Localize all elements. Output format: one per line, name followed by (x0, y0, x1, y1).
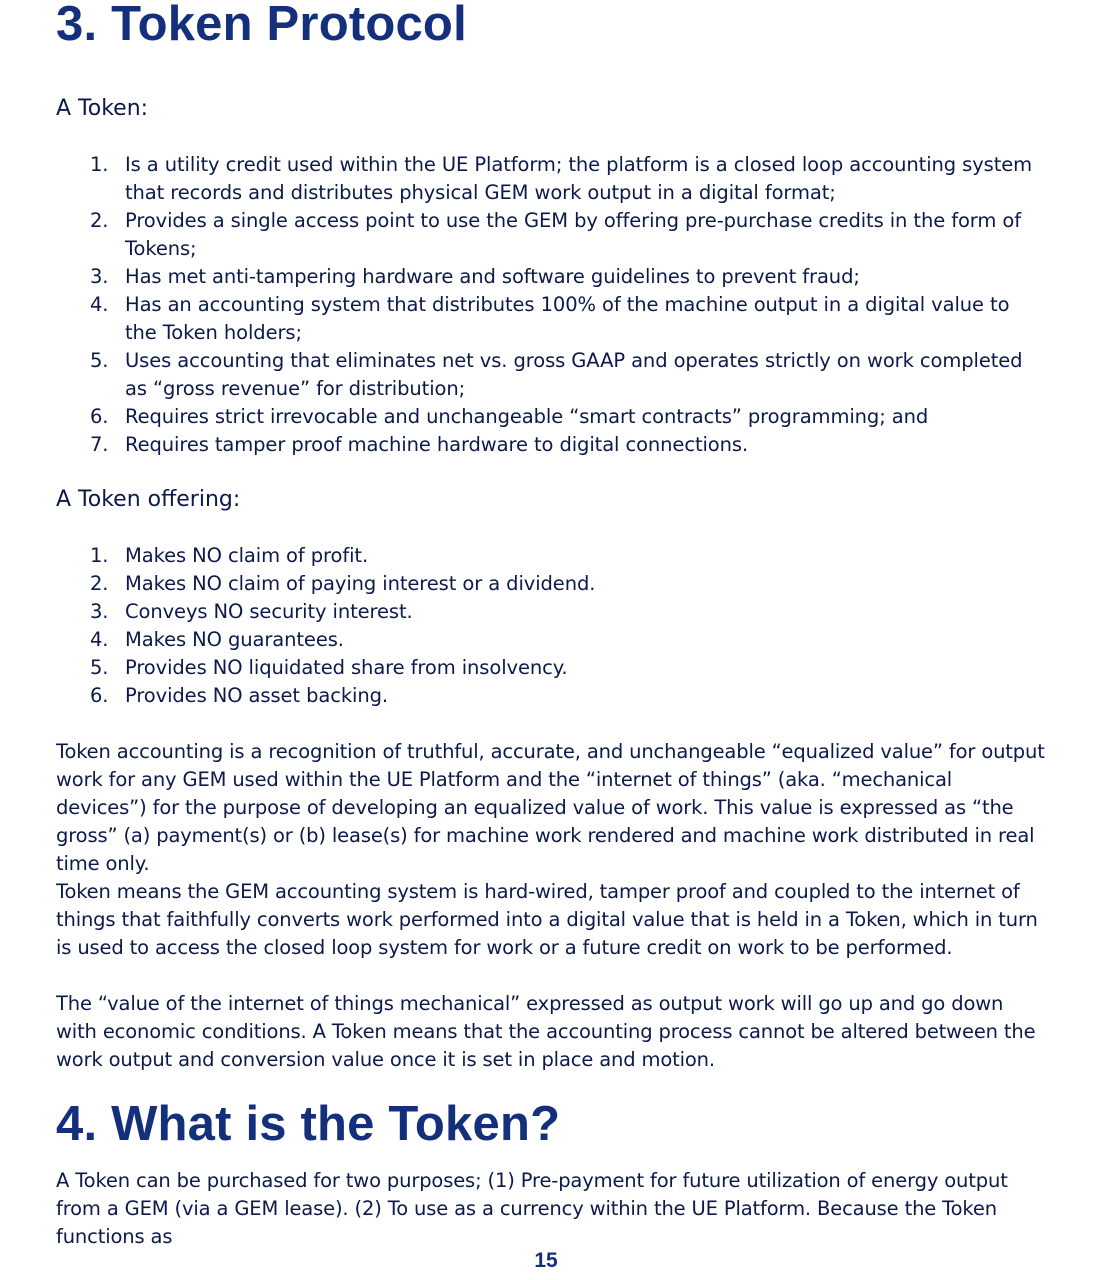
list-item (0, 263, 1108, 291)
list-item-text: Is a utility credit used within the UE Platform; the platform is a closed loop accounting system that records and distributes physical GEM work output in a digital format; (125, 153, 1033, 204)
list-item-text: Conveys NO security interest. (125, 600, 413, 623)
list-number: 5. (90, 349, 109, 372)
list-item-text: Has met anti-tampering hardware and software guidelines to prevent fraud; (125, 265, 860, 288)
token-properties-list (0, 151, 1108, 459)
token-offering-list (0, 542, 1108, 710)
list-item (0, 542, 1108, 570)
token-offering-subheading: A Token offering: (56, 487, 241, 512)
paragraph-token-accounting: Token accounting is a recognition of truthful, accurate, and unchangeable “equalized value” for output work for any GEM used within the UE Platform and the “internet of things” (aka. “mechanical devices”) for the purpose of developing an equalized value of work. This value is expressed as “the gross” (a) payment(s) or (b) lease(s) for machine work rendered and machine work distributed in real time only. (56, 740, 1045, 875)
list-item-text: Requires strict irrevocable and unchangeable “smart contracts” programming; and (125, 405, 929, 428)
list-item (0, 626, 1108, 654)
list-number: 4. (90, 293, 109, 316)
list-item-text: Makes NO claim of profit. (125, 544, 369, 567)
list-item (0, 654, 1108, 682)
list-item-text: Makes NO claim of paying interest or a dividend. (125, 572, 596, 595)
list-number: 6. (90, 405, 109, 428)
list-number: 7. (90, 433, 109, 456)
list-number: 3. (90, 600, 109, 623)
list-item (0, 570, 1108, 598)
list-item (0, 403, 1108, 431)
list-item-text: Requires tamper proof machine hardware to digital connections. (125, 433, 749, 456)
list-item (0, 291, 1108, 347)
paragraph-token-purposes: A Token can be purchased for two purposes; (1) Pre-payment for future utilization of energy output from a GEM (via a GEM lease). (2) To use as a currency within the UE Platform. Because the Token functions as (56, 1169, 1008, 1248)
list-item-text: Provides a single access point to use the GEM by offering pre-purchase credits in the form of Tokens; (125, 209, 1021, 260)
list-item-text: Provides NO asset backing. (125, 684, 388, 707)
list-number: 5. (90, 656, 109, 679)
list-number: 3. (90, 265, 109, 288)
list-item (0, 151, 1108, 207)
list-item-text: Provides NO liquidated share from insolvency. (125, 656, 568, 679)
list-number: 1. (90, 153, 109, 176)
list-number: 6. (90, 684, 109, 707)
list-item-text: Has an accounting system that distributes 100% of the machine output in a digital value to the Token holders; (125, 293, 1010, 344)
section-3-title: 3. Token Protocol (56, 0, 467, 51)
paragraph-value-internet-of-things: The “value of the internet of things mechanical” expressed as output work will go up and go down with economic conditions. A Token means that the accounting process cannot be altered between the work output and conversion value once it is set in place and motion. (56, 992, 1036, 1071)
list-item (0, 347, 1108, 403)
list-number: 2. (90, 572, 109, 595)
section-4-title: 4. What is the Token? (56, 1097, 561, 1151)
paragraph-token-means: Token means the GEM accounting system is hard-wired, tamper proof and coupled to the internet of things that faithfully converts work performed into a digital value that is held in a Token, which in turn is used to access the closed loop system for work or a future credit on work to be performed. (56, 880, 1038, 959)
list-number: 1. (90, 544, 109, 567)
list-item (0, 682, 1108, 710)
list-item-text: Makes NO guarantees. (125, 628, 344, 651)
token-subheading: A Token: (56, 96, 149, 121)
list-number: 4. (90, 628, 109, 651)
list-number: 2. (90, 209, 109, 232)
list-item (0, 431, 1108, 459)
list-item (0, 598, 1108, 626)
list-item (0, 207, 1108, 263)
list-item-text: Uses accounting that eliminates net vs. gross GAAP and operates strictly on work completed as “gross revenue” for distribution; (125, 349, 1023, 400)
page-number: 15 (534, 1249, 558, 1272)
